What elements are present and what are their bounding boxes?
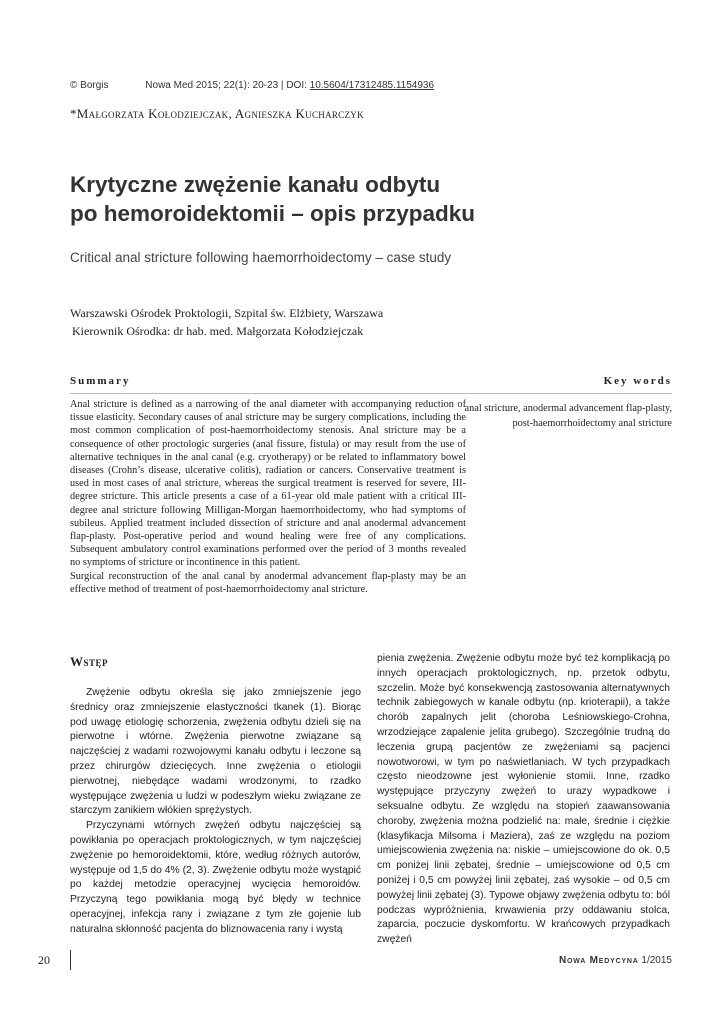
article-title — [70, 170, 670, 228]
affiliation-line-1: Warszawski Ośrodek Proktologii, Szpital św. Elżbiety, Warszawa — [70, 306, 384, 320]
doi-label: DOI: — [286, 80, 310, 91]
summary-paragraph-1: Anal stricture is defined as a narrowing of the anal diameter with accompanying reduction of tissue elasticity. Secondary causes of anal stricture may be surgery complications, including the most common complication of post-haemorrhoidectomy stenosis. Anal stricture may be a consequence of other proctologic surgeries (anal fissure, fistula) or may result from the use of alternative techniques in the anal canal (e.g. cryotherapy) or be related to inflammatory bowel diseases (Crohn’s disease, ulcerative colitis), radiation or cancers. Conservative treatment is used in most cases of anal stricture, whereas the surgical treatment is reserved for severe, III-degree stricture. This article presents a case of a 61-year old male patient with a critical III-degree anal stricture following Milligan-Morgan haemorrhoidectomy, who had symptoms of subileus. Applied treatment included dissection of stricture and anal anodermal advancement flap-plasty. Post-operative period and wound healing were free of any complications. Subsequent ambulatory control examinations performed over the period of 3 months revealed no symptoms of stricture or incontinence in this patient. — [70, 399, 466, 569]
summary-paragraph-2: Surgical reconstruction of the anal canal by anodermal advancement flap-plasty may be an effective method of treatment of post-haemorrhoidectomy anal stricture. — [70, 570, 466, 595]
authors: *Małgorzata Kołodziejczak, Agnieszka Kucharczyk — [70, 106, 364, 121]
journal-name: Nowa Medycyna — [558, 955, 639, 966]
page-number: 20 — [38, 953, 50, 967]
body-column-left — [70, 652, 361, 938]
journal-footer — [559, 955, 672, 966]
title-line-2: po hemoroidektomii – opis przypadku — [70, 201, 476, 226]
body-paragraph-1: Zwężenie odbytu określa się jako zmniejszenie jego średnicy oraz zmniejszenie elastyczności tkanek (1). Biorąc pod uwagę etiologię schorzenia, zwężenia odbytu dzieli się na pierwotne i wtórne. Zwężenia pierwotne związane są najczęściej z wadami rozwojowymi kanału odbytu i leczone są przez chirurgów dziecięcych. Inne zwężenia o etiologii pierwotnej, niebędące wadami wrodzonymi, to rzadko występujące zwężenia u ludzi w podeszłym wieku związane ze starczym zanikiem włókien sprężystych. — [70, 687, 361, 817]
section-divider — [70, 393, 672, 394]
body-column-right — [377, 652, 670, 948]
keywords-list: anal stricture, anodermal advancement flap-plasty, post-haemorrhoidectomy anal stricture — [464, 403, 672, 429]
citation-header: © Borgis Nowa Med 2015; 22(1): 20-23 | DOI: 10.5604/17312485.1154936 — [70, 80, 435, 91]
doi-link[interactable]: 10.5604/17312485.1154936 — [309, 80, 435, 91]
footer-divider — [70, 950, 71, 970]
journal-issue: 1/2015 — [638, 955, 672, 966]
body-paragraph-2-text: Przyczynami wtórnych zwężeń odbytu najczęściej są powikłania po operacjach proktologicznych, w tym najczęściej zwężenie po hemoroidektomii, które, według różnych autorów, występuje od 1,5 do 4% (2, 3). Zwężenie odbytu może wystąpić po każdej metodzie operacyjnej wycięcia hemoroidów. Przyczyną tego powikłania mogą być błędy w technice operacyjnej, infekcja rany i związane z tym złe gojenie lub naturalna skłonność pacjenta do bliznowacenia rany i wystą — [70, 820, 361, 935]
affiliation-line-2: Kierownik Ośrodka: dr hab. med. Małgorzata Kołodziejczak — [72, 324, 364, 338]
title-line-1: Krytyczne zwężenie kanału odbytu — [70, 172, 441, 197]
summary-heading: Summary — [70, 375, 131, 387]
english-subtitle: Critical anal stricture following haemorrhoidectomy – case study — [70, 250, 452, 265]
summary-abstract — [70, 398, 466, 596]
body-paragraph-2 — [70, 819, 361, 937]
body-paragraph-2-continued — [377, 652, 670, 948]
publisher: © Borgis — [70, 80, 109, 91]
affiliation — [70, 304, 383, 340]
section-heading-wstep: Wstęp — [70, 654, 109, 669]
keywords-heading: Key words — [603, 375, 672, 387]
body-paragraph-2-continued-text: pienia zwężenia. Zwężenie odbytu może być też komplikacją po innych operacjach proktologicznych, np. przetok odbytu, szczelin. Może być konsekwencją zastosowania alternatywnych technik zabiegowych w kanale odbytu (np. krioterapii), a także chorób zapalnych jelit (choroba Leśniowskiego-Crohna, wrzodziejące zapalenie jelita grubego). Szczególnie trudną do leczenia grupą pacjentów ze zwężeniami są pacjenci nowotworowi, w tym po naświetlaniach. W tych przypadkach często nieodzowne jest wyłonienie stomii. Inne, rzadko występujące przyczyny zwężeń to urazy wypadkowe i seksualne odbytu. Ze względu na stopień zaawansowania choroby, zwężenia można podzielić na: małe, średnie i ciężkie (klasyfikacja Milsoma i Maziera), zaś ze względu na poziom umiejscowienia zwężenia na: niskie – umiejscowione do ok. 0,5 cm poniżej linii zębatej, średnie – umiejscowione od 0,5 cm poniżej i 0,5 cm powyżej linii zębatej, zaś wysokie – od 0,5 cm powyżej linii zębatej (3). Typowe objawy zwężenia odbytu to: ból podczas wypróżnienia, krwawienia przy oddawaniu stolca, zaparcia, poczucie dyskomfortu. W krańcowych przypadkach zwężeń — [377, 653, 670, 946]
citation: Nowa Med 2015; 22(1): 20-23 — [145, 80, 279, 91]
